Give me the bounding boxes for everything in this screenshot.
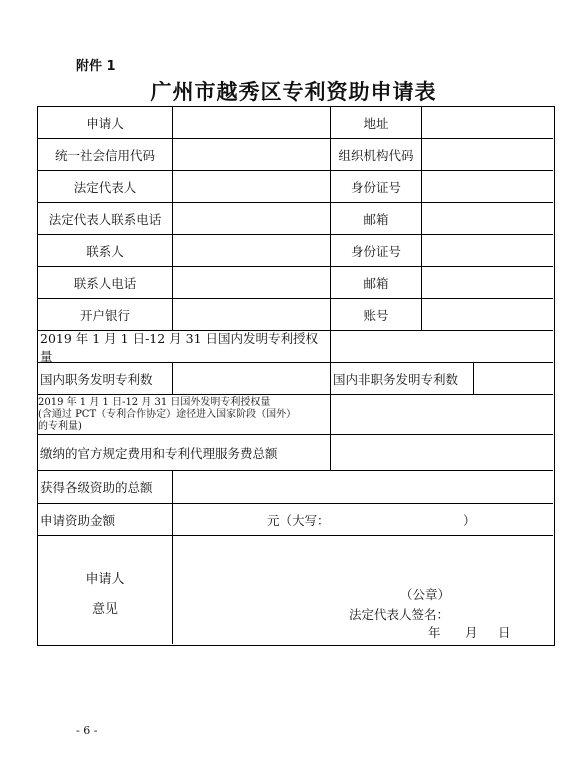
apply-amount-field[interactable] [173,504,553,536]
contact-phone-field[interactable] [173,267,331,299]
id-number-label: 身份证号 [331,171,422,203]
domestic-invention-label: 2019 年 1 月 1 日-12 月 31 日国内发明专利授权量 [38,331,331,363]
date-month: 月 [465,625,478,640]
bank-field[interactable] [173,299,331,331]
legal-rep-phone-label: 法定代表人联系电话 [38,203,173,235]
applicant-label: 申请人 [38,107,173,139]
address-label: 地址 [331,107,422,139]
contact-field[interactable] [173,235,331,267]
attachment-label: 附件 1 [76,59,116,74]
contact-phone-label: 联系人电话 [38,267,173,299]
account-field[interactable] [422,299,553,331]
amount-close-paren: ） [463,512,476,528]
bank-label: 开户银行 [38,299,173,331]
credit-code-label: 统一社会信用代码 [38,139,173,171]
service-invention-field[interactable] [173,363,331,395]
opinion-label-line-1: 申请人 [85,572,125,587]
foreign-invention-field[interactable] [331,395,553,435]
applicant-field[interactable] [173,107,331,139]
amount-unit-text: 元（大写： [267,512,330,528]
page-number: - 6 - [76,724,98,737]
fees-total-label: 缴纳的官方规定费用和专利代理服务费总额 [38,435,331,471]
page-title: 广州市越秀区专利资助申请表 [150,79,437,104]
email-field[interactable] [422,203,553,235]
foreign-invention-line-2: (含通过 PCT（专利合作协定）途径进入国家阶段（国外） [38,409,297,420]
foreign-invention-label [38,395,331,435]
legal-rep-phone-field[interactable] [173,203,331,235]
id-number-field[interactable] [422,171,553,203]
org-code-field[interactable] [422,139,553,171]
foreign-invention-line-1: 2019 年 1 月 1 日-12 月 31 日国外发明专利授权量 [38,397,271,408]
legal-rep-label: 法定代表人 [38,171,173,203]
seal-text: （公章） [400,587,451,602]
contact-id-number-field[interactable] [422,235,553,267]
subsidy-total-label: 获得各级资助的总额 [38,471,173,504]
legal-rep-field[interactable] [173,171,331,203]
contact-label: 联系人 [38,235,173,267]
contact-id-number-label: 身份证号 [331,235,422,267]
application-form-table [37,106,555,646]
non-service-invention-field[interactable] [474,363,553,395]
org-code-label: 组织机构代码 [331,139,422,171]
opinion-label-line-2: 意见 [91,602,118,617]
non-service-invention-label: 国内非职务发明专利数 [331,363,474,395]
credit-code-field[interactable] [173,139,331,171]
fees-total-field[interactable] [331,435,553,471]
account-label: 账号 [331,299,422,331]
subsidy-total-field[interactable] [173,471,553,504]
email-label: 邮箱 [331,203,422,235]
domestic-invention-field[interactable] [331,331,553,363]
apply-amount-label: 申请资助金额 [38,504,173,536]
opinion-field[interactable] [173,536,553,644]
date-year: 年 [428,625,441,640]
contact-email-field[interactable] [422,267,553,299]
foreign-invention-line-3: 的专利量) [38,421,82,432]
signature-label: 法定代表人签名： [349,607,450,622]
contact-email-label: 邮箱 [331,267,422,299]
address-field[interactable] [422,107,553,139]
service-invention-label: 国内职务发明专利数 [38,363,173,395]
date-day: 日 [498,625,511,640]
